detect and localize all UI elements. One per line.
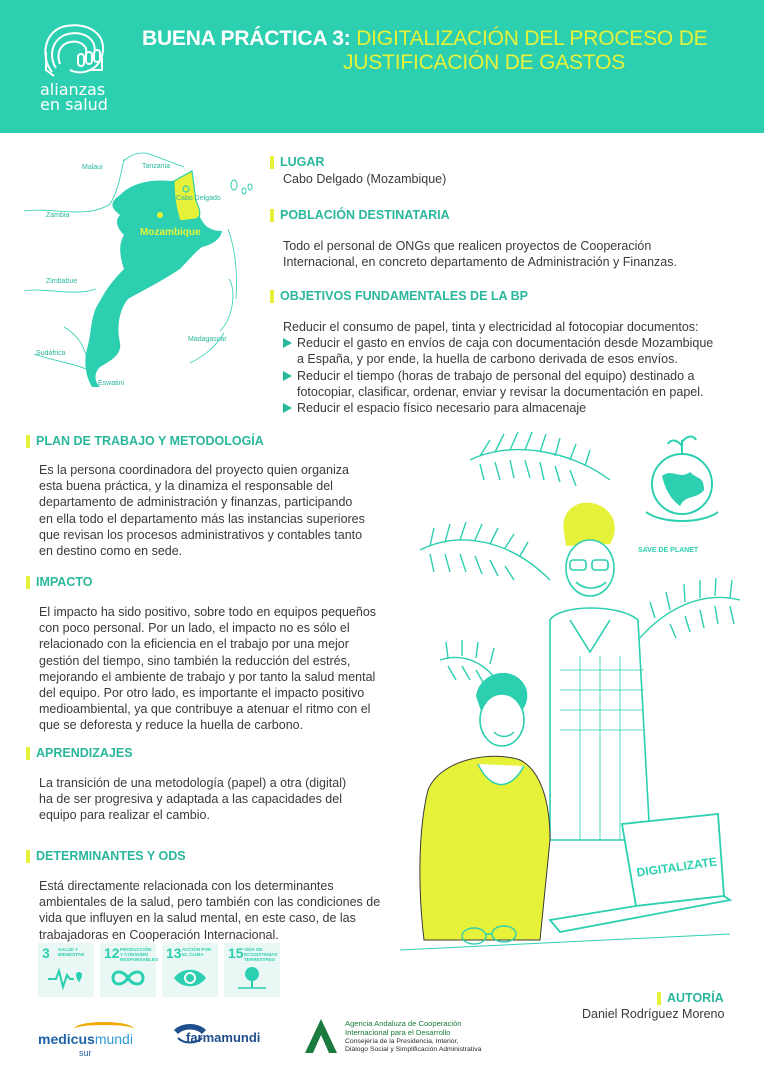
ods-number: 13 [166,945,182,961]
ods-icons [38,943,280,997]
title-prefix: BUENA PRÁCTICA 3: [142,27,351,50]
triangle-bullet-icon [283,371,292,381]
seated-woman-figure [420,673,550,940]
poblacion-text [283,238,677,270]
objetivo-item [283,335,743,367]
objetivo-item [283,400,743,416]
plan-line: Es la persona coordinadora del proyecto quien organiza [39,463,349,477]
impacto-line: del equipo. Por otro lado, es importante el impacto positivo [39,686,365,701]
save-planet-badge [638,437,718,555]
standing-woman-figure [550,503,650,840]
objetivo-line: a España, y por ende, la huella de carbono derivada de esos envíos. [297,352,678,367]
plan-heading-text: PLAN DE TRABAJO Y METODOLOGÍA [36,434,264,448]
medicus-bold: medicus [38,1031,95,1047]
determinantes-text [39,878,380,943]
junta-line: Internacional para el Desarrollo [345,1028,451,1037]
aprendizajes-heading-text: APRENDIZAJES [36,746,133,760]
lugar-heading-text: LUGAR [280,155,325,169]
heading-accent-bar [657,992,661,1005]
triangle-bullet-icon [283,338,292,348]
objetivo-item [283,368,743,400]
plan-line: en ella todo el departamento más las instancias superiores [39,511,365,526]
laptop-screen-text: DIGITALIZATE [635,854,718,880]
ods-12-tile [100,943,159,997]
aprendizajes-line: ha de ser progresiva y adaptada a las capacidades del [39,792,342,807]
impacto-line: El impacto ha sido positivo, sobre todo en equipos pequeños [39,605,377,619]
determinantes-line: Está directamente relacionada con los determinantes [39,879,334,893]
map-label-madagascar: Madagascar [188,336,227,343]
eye-globe-icon [172,965,208,991]
lugar-heading [270,155,324,169]
junta-andalucia-mark-icon [303,1017,339,1055]
plan-line: esta buena práctica, y la dinamiza el responsable del [39,479,333,494]
objetivos-heading [270,289,528,303]
lugar-text: Cabo Delgado (Mozambique) [283,172,447,186]
aprendizajes-line: equipo para realizar el cambio. [39,808,210,823]
determinantes-heading [26,849,186,863]
heading-accent-bar [270,209,274,222]
ods-13-tile [162,943,218,997]
heading-accent-bar [270,290,274,303]
impacto-line: mejorando el ambiente de trabajo y por tanto la salud mental [39,669,376,684]
digitalization-illustration [400,420,764,960]
aprendizajes-line: La transición de una metodología (papel) a otra (digital) [39,776,347,790]
save-planet-text: SAVE DE PLANET [638,547,699,554]
plan-text [39,462,365,559]
determinantes-line: ambientales de la salud, pero también con las condiciones de [39,895,381,910]
medicus-wordmark [38,1031,133,1047]
poblacion-heading-text: POBLACIÓN DESTINATARIA [280,208,450,222]
title-line-2: JUSTIFICACIÓN DE GASTOS [343,51,626,74]
mozambique-map [24,149,260,393]
junta-line: Diálogo Social y Simplificación Administrativa [345,1046,482,1053]
impacto-text [39,604,376,734]
heading-accent-bar [26,747,30,760]
medicusmundi-logo [38,1022,138,1062]
ods-3-tile [38,943,94,997]
title-highlight: DIGITALIZACIÓN DEL PROCESO DE [356,27,708,50]
farmamundi-logo [172,1020,272,1056]
map-label-zambia: Zambia [46,212,70,219]
heading-accent-bar [26,850,30,863]
triangle-bullet-icon [283,403,292,413]
poblacion-heading [270,208,450,222]
page-title [142,27,707,51]
map-label-sudafrica: Sudáfrica [36,350,66,357]
ods-number: 12 [104,945,120,961]
junta-andalucia-logo [303,1017,523,1057]
objetivos-intro: Reducir el consumo de papel, tinta y electricidad al fotocopiar documentos: [283,320,699,334]
ods-number: 15 [228,945,244,961]
heading-accent-bar [26,576,30,589]
poblacion-line: Internacional, en concreto departamento de Administración y Finanzas. [283,255,677,270]
farmamundi-wordmark: farmamundi [186,1030,261,1045]
map-label-malaui: Malaui [82,164,103,171]
heartbeat-icon [48,965,84,991]
plan-line: departamento de administración y finanzas, participando [39,495,353,510]
determinantes-heading-text: DETERMINANTES Y ODS [36,849,186,863]
autoria-heading-text: AUTORÍA [667,991,724,1005]
plan-line: que revisan los procesos administrativos y contables tanto [39,527,363,542]
junta-line: Consejería de la Presidencia, Interior, [345,1038,459,1045]
impacto-line: medioambiental, ya que contribuye a atenuar el ritmo con el [39,702,371,717]
ods-label: ACCIÓN POR EL CLIMA [182,947,212,957]
determinantes-line: vida que influyen en la salud mental, en este caso, de las [39,911,356,926]
junta-agency-name [345,1019,462,1037]
ods-label: PRODUCCIÓN Y CONSUMO RESPONSABLES [120,947,159,962]
medicus-light: mundi [94,1031,133,1047]
logo-line-2: en salud [40,95,108,114]
ods-15-tile [224,943,280,997]
impacto-line: relacionado con la eficiencia en el trabajo por una mejor [39,637,349,652]
ods-label: SALUD Y BIENESTAR [58,947,85,957]
objetivo-line: Reducir el tiempo (horas de trabajo de personal del equipo) destinado a [297,368,695,383]
impacto-heading-text: IMPACTO [36,575,93,589]
impacto-line: con poco personal. Por un lado, el impacto no es sólo el [39,621,350,636]
determinantes-line: trabajadoras en Cooperación Internacional. [39,927,279,942]
logo-wordmark [40,82,108,112]
plan-heading [26,434,264,448]
heading-accent-bar [26,435,30,448]
objetivo-line: Reducir el espacio físico necesario para almacenaje [297,401,587,416]
junta-consejeria [345,1038,481,1054]
ods-number: 3 [42,945,50,961]
objetivo-line: fotocopiar, clasificar, ordenar, enviar y revisar la documentación en papel. [297,384,704,399]
junta-line: Agencia Andaluza de Cooperación [345,1019,462,1028]
heading-accent-bar [270,156,274,169]
tree-icon [234,965,270,991]
impacto-heading [26,575,92,589]
aprendizajes-text [39,775,346,824]
objetivos-heading-text: OBJETIVOS FUNDAMENTALES DE LA BP [280,289,528,303]
plan-line: en destino como en sede. [39,544,183,559]
ods-label: VIDA DE ECOSISTEMAS TERRESTRES [244,947,278,962]
poblacion-line: Todo el personal de ONGs que realicen proyectos de Cooperación [283,239,652,253]
impacto-line: gestión del tiempo, sino también la reducción del estrés, [39,653,351,668]
mozambique-pin-icon [157,212,163,218]
autoria-name: Daniel Rodríguez Moreno [582,1007,725,1021]
map-label-zimbabue: Zimbabue [46,278,78,285]
objetivos-list [283,319,743,416]
medicus-sub: sur [79,1048,92,1058]
infinity-icon [110,965,146,991]
objetivo-line: Reducir el gasto en envíos de caja con documentación desde Mozambique [297,336,714,351]
impacto-line: que se deforesta y reduce la huella de carbono. [39,718,304,733]
map-label-tanzania: Tanzania [142,163,171,170]
header-banner [0,0,764,133]
logo-line-1: alianzas [40,80,106,99]
map-label-mozambique: Mozambique [140,227,201,238]
map-label-cabo-delgado: Cabo Delgado [176,195,221,202]
map-label-eswatini: Eswatini [98,380,125,387]
aprendizajes-heading [26,746,133,760]
autoria-heading [657,991,724,1005]
